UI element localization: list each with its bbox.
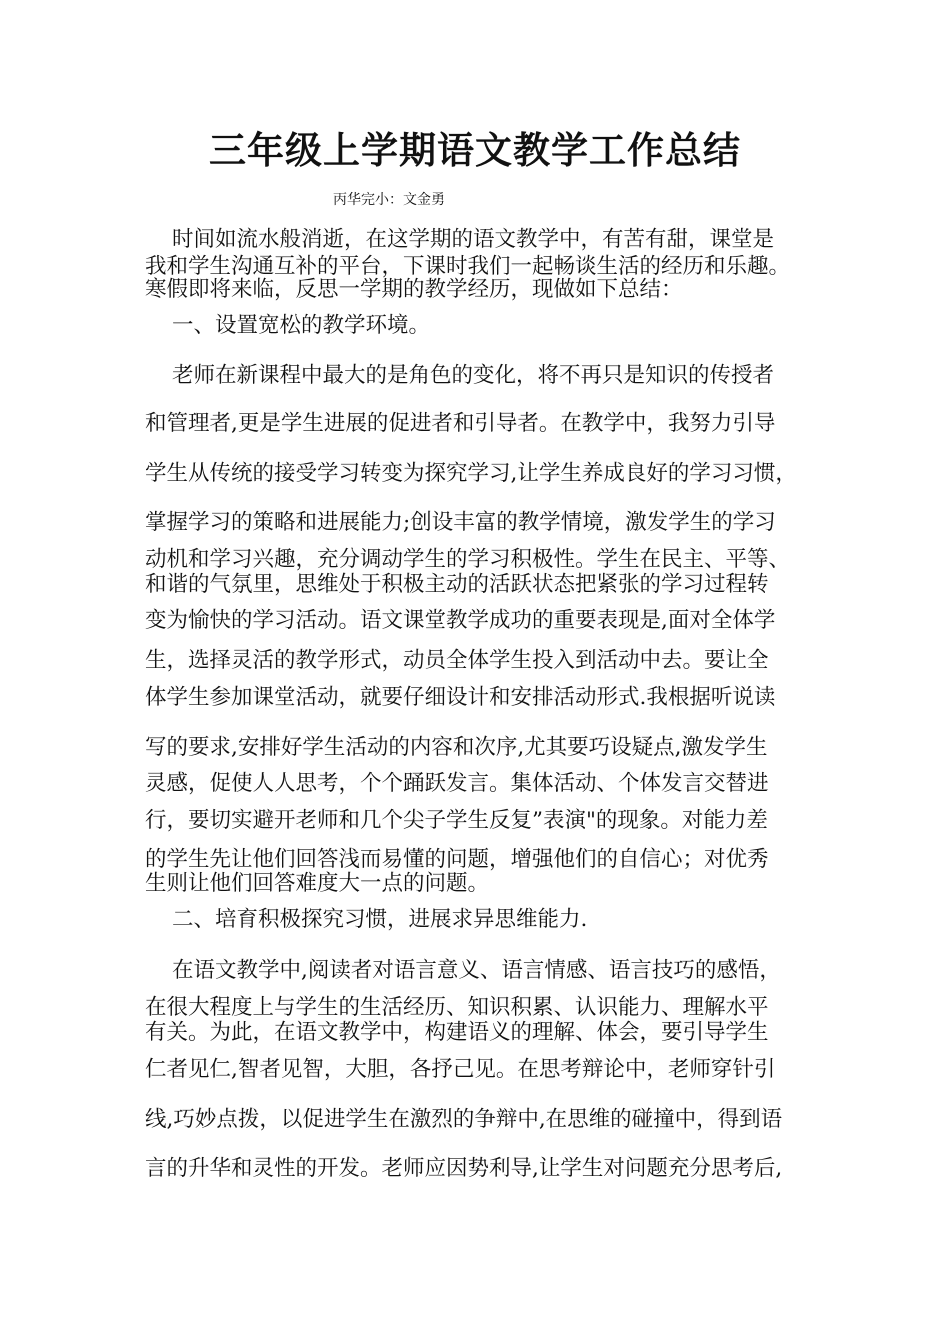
paragraph-line: 的学生先让他们回答浅而易懂的问题，增强他们的自信心；对优秀 [145,847,769,872]
paragraph-line: 写的要求,安排好学生活动的内容和次序,尤其要巧设疑点,激发学生 [145,735,768,760]
paragraph-line: 和管理者,更是学生进展的促进者和引导者。在教学中，我努力引导 [145,411,776,436]
paragraph-line: 寒假即将来临，反思一学期的教学经历，现做如下总结： [145,277,683,302]
paragraph-line: 动机和学习兴趣，充分调动学生的学习积极性。学生在民主、平等、 [145,547,791,572]
section-heading: 一、设置宽松的教学环境。 [172,313,431,338]
paragraph-line: 仁者见仁,智者见智，大胆，各抒己见。在思考辩论中，老师穿针引 [145,1057,776,1082]
paragraph-line: 有关。为此，在语文教学中，构建语义的理解、体会，要引导学生 [145,1020,769,1045]
paragraph-line: 生，选择灵活的教学形式，动员全体学生投入到活动中去。要让全 [145,648,769,673]
paragraph-line: 时间如流水般消逝，在这学期的语文教学中，有苦有甜，课堂是 [172,227,775,252]
paragraph-line: 掌握学习的策略和进展能力;创设丰富的教学情境，激发学生的学习 [145,510,776,535]
paragraph-line: 生则让他们回答难度大一点的问题。 [145,871,490,896]
paragraph-line: 我和学生沟通互补的平台，下课时我们一起畅谈生活的经历和乐趣。 [145,254,791,279]
paragraph-line: 言的升华和灵性的开发。老师应因势利导,让学生对问题充分思考后, [145,1156,783,1181]
paragraph-line: 体学生参加课堂活动，就要仔细设计和安排活动形式.我根据听说读 [145,685,776,710]
paragraph-line: 和谐的气氛里，思维处于积极主动的活跃状态把紧张的学习过程转 [145,572,769,597]
paragraph-line: 线,巧妙点拨，以促进学生在激烈的争辩中,在思维的碰撞中，得到语 [145,1107,783,1132]
paragraph-line: 灵感，促使人人思考，个个踊跃发言。集体活动、个体发言交替进 [145,771,769,796]
paragraph-line: 在很大程度上与学生的生活经历、知识积累、认识能力、理解水平 [145,995,769,1020]
author-line: 丙华完小：文金勇 [333,192,445,208]
section-heading: 二、培育积极探究习惯，进展求异思维能力. [172,907,588,932]
paragraph-line: 在语文教学中,阅读者对语言意义、语言情感、语言技巧的感悟， [172,958,781,983]
document-title: 三年级上学期语文教学工作总结 [209,128,741,172]
paragraph-line: 行，要切实避开老师和几个尖子学生反复”表演"的现象。对能力差 [145,808,768,833]
paragraph-line: 老师在新课程中最大的是角色的变化，将不再只是知识的传授者 [172,363,775,388]
paragraph-line: 学生从传统的接受学习转变为探究学习,让学生养成良好的学习习惯， [145,461,797,486]
paragraph-line: 变为愉快的学习活动。语文课堂教学成功的重要表现是,面对全体学 [145,608,776,633]
